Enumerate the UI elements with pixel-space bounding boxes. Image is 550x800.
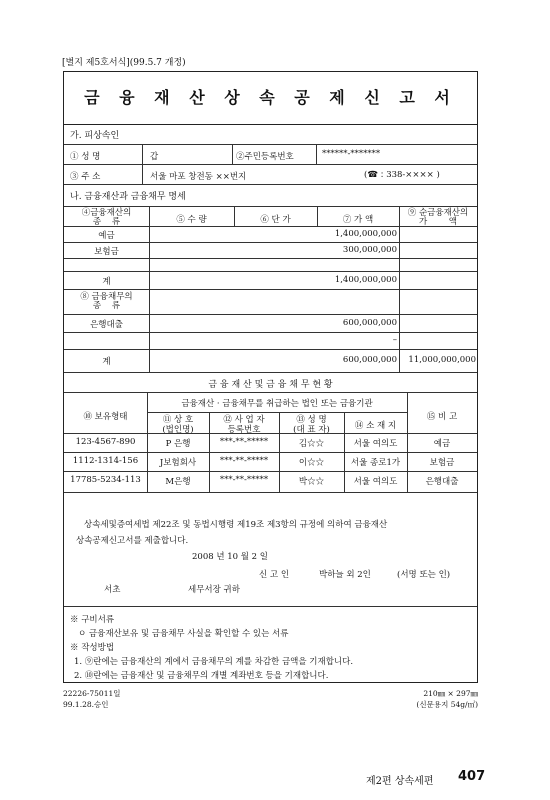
- row-1-account: 123-4567-890: [75, 437, 136, 447]
- asset-row-1-type: 예금: [98, 231, 115, 241]
- debt-row-2-amount: –: [392, 335, 397, 345]
- phone-value: 338-×××× ): [386, 170, 440, 180]
- approval-date: 99.1.28.승인: [63, 700, 109, 709]
- representative-header: ⑬ 성 명 (대 표 자): [293, 415, 330, 435]
- row-2-bizno: ***-**-*****: [219, 456, 269, 466]
- debt-type-header: ⑧ 금융채무의 종 류: [80, 292, 133, 311]
- debt-row-1-type: 은행대출: [90, 320, 123, 330]
- inheritance-form: [63, 71, 478, 683]
- asset-row-2-type: 보험금: [94, 247, 119, 257]
- method-item-2: 2. ⑩란에는 금융재산 및 금융채무의 개별 계좌번호 등을 기재합니다.: [74, 671, 329, 681]
- row-3-institution: M은행: [165, 477, 191, 487]
- rrn-label: ②주민등록번호: [236, 152, 294, 162]
- row-1-location: 서울 여의도: [353, 439, 398, 449]
- institution-name-header: ⑪ 상 호 (법인명): [162, 415, 194, 435]
- remarks-header: ⑮ 비 고: [426, 412, 458, 422]
- section-c-label: 금 융 재 산 및 금 융 채 무 현 황: [208, 380, 333, 390]
- tax-office-suffix: 세무서장 귀하: [188, 585, 240, 595]
- row-3-account: 17785-5234-113: [70, 475, 141, 485]
- row-1-remarks: 예금: [433, 439, 451, 449]
- amount-header: ⑦ 가 액: [342, 215, 374, 225]
- asset-total-amount: 1,400,000,000: [334, 275, 397, 285]
- applicant-label: 신 고 인: [259, 570, 290, 580]
- row-2-location: 서울 종로1가: [350, 458, 401, 468]
- page-number: 407: [458, 769, 486, 784]
- row-1-institution: P 은행: [165, 439, 191, 449]
- declaration-date: 2008 년 10 월 2 일: [192, 552, 268, 562]
- row-2-remarks: 보험금: [429, 458, 455, 468]
- required-docs-title: ※ 구비서류: [70, 615, 115, 625]
- row-3-remarks: 은행대출: [425, 477, 459, 487]
- debt-total-amount: 600,000,000: [342, 355, 397, 365]
- name-value: 갑: [150, 152, 159, 162]
- debt-row-1-amount: 600,000,000: [342, 318, 397, 328]
- unit-price-header: ⑥ 단 가: [260, 215, 291, 225]
- approval-number: 22226-75011일: [63, 689, 121, 698]
- row-2-rep: 이☆☆: [298, 458, 325, 468]
- location-header: ⑭ 소 재 지: [354, 421, 397, 431]
- net-asset-total: 11,000,000,000: [408, 355, 476, 365]
- form-title: 금 융 재 산 상 속 공 제 신 고 서: [64, 72, 477, 125]
- tax-office: 서초: [104, 585, 121, 595]
- section-b-label: 나. 금융재산과 금융채무 명세: [70, 192, 186, 202]
- phone-icon: ☎ :: [367, 170, 384, 180]
- name-label: ① 성 명: [70, 152, 101, 162]
- net-amount-header: ⑨ 순금융재산의 가 액: [407, 208, 469, 227]
- institution-group-header: 금융재산 · 금융채무를 취급하는 법인 또는 금융기관: [181, 399, 373, 409]
- signature-note: (서명 또는 인): [397, 570, 451, 580]
- phone-field: [364, 170, 440, 180]
- address-label: ③ 주 소: [70, 172, 101, 182]
- section-a-label: 가. 피상속인: [70, 131, 120, 141]
- paper-size: 210㎜ × 297㎜: [423, 689, 478, 698]
- asset-row-1-amount: 1,400,000,000: [334, 229, 397, 239]
- account-header: ⑩ 보유형태: [83, 412, 128, 422]
- row-2-institution: J보험회사: [159, 458, 197, 468]
- biz-no-header: ⑫ 사 업 자 등록번호: [223, 415, 265, 435]
- asset-total-label: 계: [102, 277, 111, 287]
- qty-header: ⑤ 수 량: [176, 215, 207, 225]
- method-title: ※ 작성방법: [70, 643, 115, 653]
- phone-open-paren: (: [364, 170, 368, 180]
- required-docs-item: ㅇ 금융재산보유 및 금융채무 사실을 확인할 수 있는 서류: [78, 629, 289, 639]
- row-2-account: 1112-1314-156: [72, 456, 139, 466]
- row-3-location: 서울 여의도: [353, 477, 398, 487]
- form-number-note: [별지 제5호서식](99.5.7 개정): [62, 58, 186, 68]
- declaration-line-1: 상속세및증여세법 제22조 및 동법시행령 제19조 제3항의 규정에 의하여 금융재산: [84, 520, 388, 530]
- method-item-1: 1. ⑨란에는 금융재산의 계에서 금융채무의 계를 차감한 금액을 기재합니다.: [74, 657, 354, 667]
- declaration-line-2: 상속공제신고서를 제출합니다.: [76, 536, 189, 546]
- row-1-rep: 김☆☆: [298, 439, 325, 449]
- asset-row-2-amount: 300,000,000: [342, 245, 397, 255]
- asset-type-header: ④금융재산의 종 류: [81, 208, 132, 227]
- paper-type: (신문용지 54g/㎡): [416, 700, 478, 709]
- row-3-rep: 박☆☆: [298, 477, 325, 487]
- chapter-label: 제2편 상속세편: [366, 776, 434, 787]
- row-3-bizno: ***-**-*****: [219, 475, 269, 485]
- applicant-name: 박하늘 외 2인: [319, 570, 371, 580]
- rrn-value: ******-*******: [322, 149, 381, 159]
- debt-total-label: 계: [102, 357, 111, 367]
- address-value: 서울 마포 창전동 ××번지: [150, 172, 247, 182]
- row-1-bizno: ***-**-*****: [219, 437, 269, 447]
